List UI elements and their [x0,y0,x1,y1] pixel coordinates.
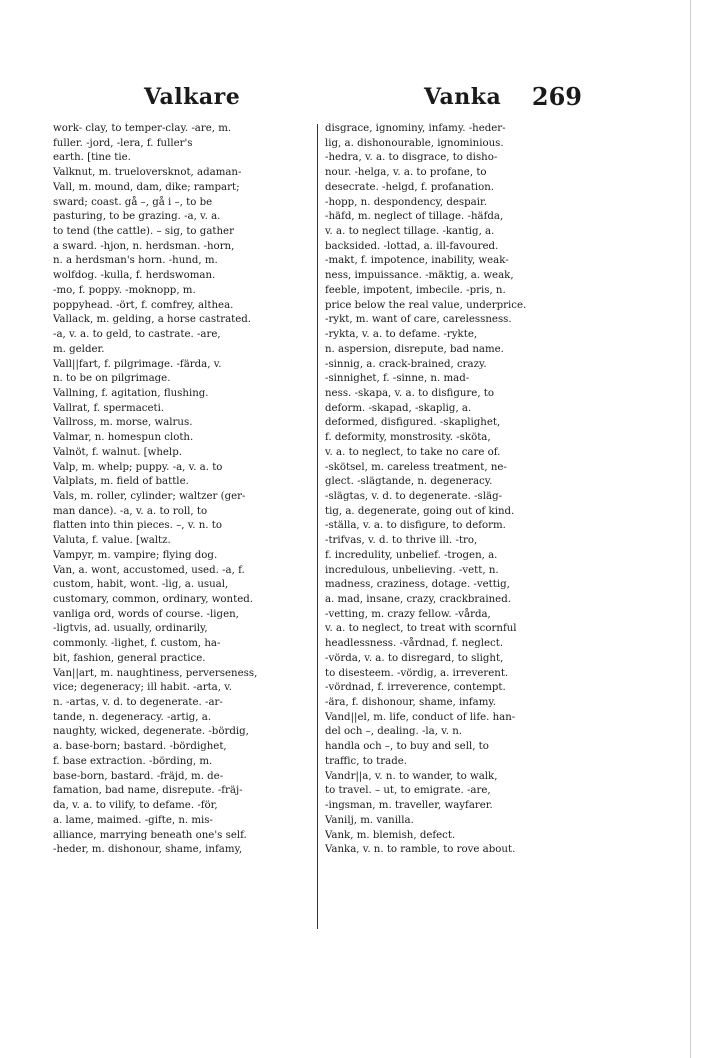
entry-line: glect. -slägtande, n. degeneracy. [325,476,493,488]
entry-line: -rykta, v. a. to defame. -rykte, [325,329,478,341]
entry-line: -häfd, m. neglect of tillage. -häfda, [325,211,504,223]
right-column [325,122,587,858]
page-number: 269 [531,82,582,111]
entry-line: -ingsman, m. traveller, wayfarer. [325,800,493,812]
entry-line: -slägtas, v. d. to degenerate. -släg- [325,490,503,502]
entry-line: -skötsel, m. careless treatment, ne- [325,461,507,473]
entry-line: lig, a. dishonourable, ignominious. [325,137,504,149]
entry-line: n. aspersion, disrepute, bad name. [325,343,504,355]
entry-line: -vörda, v. a. to disregard, to slight, [325,652,504,664]
entry-line: earth. [tine tie. [53,152,131,164]
entry-line: base-born, bastard. -fräjd, m. de- [53,770,224,782]
entry-line: f. incredulity, unbelief. -trogen, a. [325,549,498,561]
entry-line: traffic, to trade. [325,755,408,767]
entry-line: Vanka, v. n. to ramble, to rove about. [325,844,516,856]
entry-line: nour. -helga, v. a. to profane, to [325,167,487,179]
entry-line: v. a. to neglect, to take no care of. [325,446,501,458]
entry-line: commonly. -lighet, f. custom, ha- [53,638,221,650]
entry-line: Vampyr, m. vampire; flying dog. [53,549,218,561]
entry-line: naughty, wicked, degenerate. -bördig, [53,726,249,738]
entry-line: f. base extraction. -börding, m. [53,755,213,767]
entry-line: Valknut, m. trueloversknot, adaman- [53,167,242,179]
entry-line: disgrace, ignominy, infamy. -heder- [325,123,506,134]
entry-line: Vallross, m. morse, walrus. [53,417,193,429]
entry-line: -sinnig, a. crack-brained, crazy. [325,358,487,370]
entry-line: Vand||el, m. life, conduct of life. han- [325,711,516,723]
entry-line: Valnöt, f. walnut. [whelp. [53,446,182,458]
entry-line: n. -artas, v. d. to degenerate. -ar- [53,697,223,709]
entry-line: Vall, m. mound, dam, dike; rampart; [53,181,240,193]
entry-line: customary, common, ordinary, wonted. [53,594,253,605]
page-edge-rule [690,0,691,1058]
entry-line: bit, fashion, general practice. [53,652,206,664]
entry-line: handla och –, to buy and sell, to [325,741,489,753]
entry-line: v. a. to neglect tillage. -kantig, a. [325,226,495,238]
entry-line: n. a herdsman's horn. -hund, m. [53,255,218,267]
column-divider [317,124,318,929]
entry-line: Van, a. wont, accustomed, used. -a, f. [53,564,245,576]
entry-line: -hedra, v. a. to disgrace, to disho- [325,152,498,164]
header-last-word: Vanka [424,84,502,110]
entry-line: Valuta, f. value. [waltz. [53,535,171,547]
entry-line: fuller. -jord, -lera, f. fuller's [53,137,193,149]
entry-line: Vallack, m. gelding, a horse castrated. [53,314,252,326]
entry-line: Valmar, n. homespun cloth. [53,432,194,444]
entry-line: -mo, f. poppy. -moknopp, m. [53,284,196,296]
entry-line: -sinnighet, f. -sinne, n. mad- [325,373,470,385]
entry-line: Vals, m. roller, cylinder; waltzer (ger- [53,490,246,502]
entry-line: headlessness. -vårdnad, f. neglect. [325,638,504,650]
entry-line: work- clay, to temper-clay. -are, m. [53,123,232,134]
entry-line: Valplats, m. field of battle. [53,476,189,488]
entry-line: -hopp, n. despondency, despair. [325,196,488,208]
entry-line: sward; coast. gå –, gå i –, to be [53,196,213,208]
entry-line: to tend (the cattle). – sig, to gather [53,226,234,238]
entry-line: -trifvas, v. d. to thrive ill. -tro, [325,535,478,547]
running-header [60,84,582,116]
entry-line: Vandr||a, v. n. to wander, to walk, [325,770,498,782]
left-column [53,122,313,858]
entry-line: poppyhead. -ört, f. comfrey, althea. [53,299,234,311]
entry-line: feeble, impotent, imbecile. -pris, n. [325,284,506,296]
entry-line: flatten into thin pieces. –, v. n. to [53,520,222,532]
entry-line: to disesteem. -vördig, a. irreverent. [325,667,509,679]
entry-line: man dance). -a, v. a. to roll, to [53,505,208,517]
entry-line: deformed, disfigured. -skaplighet, [325,417,501,429]
entry-line: n. to be on pilgrimage. [53,373,171,385]
entry-line: f. deformity, monstrosity. -sköta, [325,432,491,444]
entry-line: custom, habit, wont. -lig, a. usual, [53,579,229,591]
entry-line: Vall||fart, f. pilgrimage. -färda, v. [53,358,222,370]
entry-line: incredulous, unbelieving. -vett, n. [325,564,499,576]
entry-line: ness, impuissance. -mäktig, a. weak, [325,270,514,282]
entry-line: pasturing, to be grazing. -a, v. a. [53,211,221,223]
entry-line: ness. -skapa, v. a. to disfigure, to [325,387,495,399]
entry-line: da, v. a. to vilify, to defame. -för, [53,800,218,812]
entry-line: Valp, m. whelp; puppy. -a, v. a. to [53,461,223,473]
entry-line: wolfdog. -kulla, f. herdswoman. [53,270,216,282]
header-first-word: Valkare [144,84,241,110]
entry-line: Vallrat, f. spermaceti. [53,402,165,414]
entry-line: m. gelder. [53,343,105,355]
entry-line: tande, n. degeneracy. -artig, a. [53,711,212,723]
entry-line: alliance, marrying beneath one's self. [53,829,247,841]
entry-line: -ligtvis, ad. usually, ordinarily, [53,623,208,635]
entry-line: backsided. -lottad, a. ill-favoured. [325,240,499,252]
entry-line: -a, v. a. to geld, to castrate. -are, [53,329,221,341]
entry-line: madness, craziness, dotage. -vettig, [325,579,510,591]
entry-line: desecrate. -helgd, f. profanation. [325,181,495,193]
entry-line: del och –, dealing. -la, v. n. [325,726,463,738]
entry-line: -rykt, m. want of care, carelessness. [325,314,512,326]
entry-line: -makt, f. impotence, inability, weak- [325,255,509,267]
entry-line: Vank, m. blemish, defect. [325,829,456,841]
entry-line: -vördnad, f. irreverence, contempt. [325,682,506,694]
entry-line: -heder, m. dishonour, shame, infamy, [53,844,243,856]
entry-line: tig, a. degenerate, going out of kind. [325,505,515,517]
entry-line: -vetting, m. crazy fellow. -vårda, [325,608,491,620]
entry-line: vice; degeneracy; ill habit. -arta, v. [53,682,232,694]
entry-line: a sward. -hjon, n. herdsman. -horn, [53,240,235,252]
entry-line: -ställa, v. a. to disfigure, to deform. [325,520,506,532]
entry-line: v. a. to neglect, to treat with scornful [325,623,517,635]
entry-line: a. lame, maimed. -gifte, n. mis- [53,814,213,826]
entry-line: Van||art, m. naughtiness, perverseness, [53,667,258,679]
entry-line: -ära, f. dishonour, shame, infamy. [325,697,496,709]
entry-line: famation, bad name, disrepute. -fräj- [53,785,243,797]
entry-line: vanliga ord, words of course. -ligen, [53,608,239,620]
entry-line: a. base-born; bastard. -bördighet, [53,741,227,753]
entry-line: Vanilj, m. vanilla. [325,814,414,826]
entry-line: deform. -skapad, -skaplig, a. [325,402,472,414]
entry-line: to travel. – ut, to emigrate. -are, [325,785,491,797]
entry-line: a. mad, insane, crazy, crackbrained. [325,594,511,605]
entry-line: price below the real value, underprice. [325,299,527,311]
entry-line: Vallning, f. agitation, flushing. [53,387,209,399]
